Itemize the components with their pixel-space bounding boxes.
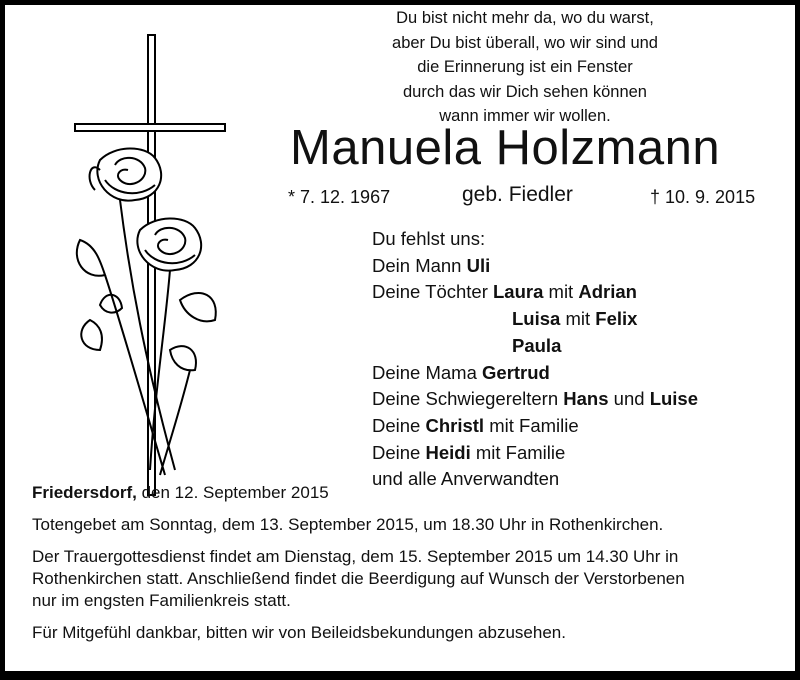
poem-line: wann immer wir wollen. [439, 107, 611, 125]
mourner-line: Deine Christl mit Familie [372, 414, 579, 436]
mourners-list [372, 226, 698, 493]
mourner-line: und alle Anverwandten [372, 468, 560, 490]
condolence-note: Für Mitgefühl dankbar, bitten wir von Beileidsbekundungen abzusehen. [32, 623, 566, 642]
place-date-line: Friedersdorf, den 12. September 2015 [32, 483, 329, 502]
poem-line: Du bist nicht mehr da, wo du warst, [396, 9, 654, 27]
mourner-line: Deine Töchter Laura mit Adrian [372, 281, 637, 303]
prayer-info: Totengebet am Sonntag, dem 13. September 2015, um 18.30 Uhr in Rothenkirchen. [32, 515, 664, 534]
poem-line: die Erinnerung ist ein Fenster [417, 58, 633, 76]
poem-line: durch das wir Dich sehen können [403, 82, 647, 101]
death-date: † 10. 9. 2015 [650, 187, 756, 207]
poem-line: aber Du bist überall, wo wir sind und [392, 33, 658, 52]
mourner-line: Dein Mann Uli [372, 254, 491, 276]
service-details [32, 482, 777, 654]
mourner-line: Deine Mama Gertrud [372, 361, 550, 383]
funeral-info: Der Trauergottesdienst findet am Dienstag, dem 15. September 2015 um 14.30 Uhr in Rothenkirchen statt. Anschließend findet die Beerdigung auf Wunsch der Verstorbenen nur im engsten Familienkreis statt. [32, 547, 685, 610]
birth-date: * 7. 12. 1967 [288, 187, 391, 207]
mourner-line: Deine Schwiegereltern Hans und Luise [372, 388, 699, 410]
memorial-poem [340, 6, 710, 129]
rose-lower-icon [137, 218, 201, 270]
mourner-line: Luisa mit Felix [512, 308, 638, 330]
mourner-line: Paula [512, 334, 562, 356]
deceased-name: Manuela Holzmann [290, 121, 721, 175]
cross-horizontal [75, 124, 225, 131]
maiden-name: geb. Fiedler [462, 183, 573, 206]
mourners-intro: Du fehlst uns: [372, 228, 486, 249]
rose-upper-icon [90, 148, 162, 200]
mourner-line: Deine Heidi mit Familie [372, 441, 566, 463]
cross-with-roses-illustration [60, 30, 230, 500]
